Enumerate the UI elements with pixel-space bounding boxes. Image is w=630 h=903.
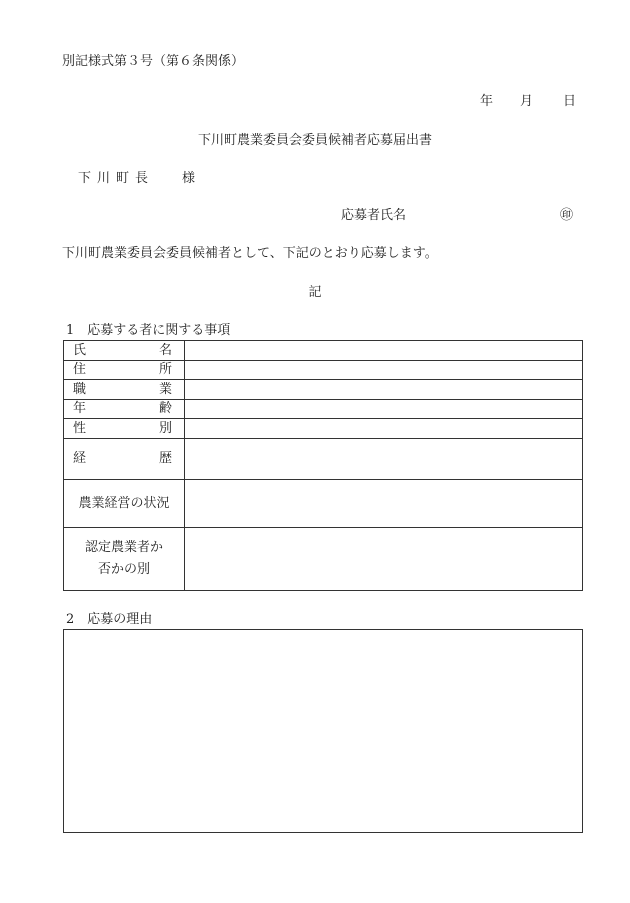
form-number: 別記様式第３号（第６条関係） bbox=[62, 54, 245, 69]
date-month-label: 月 bbox=[520, 94, 534, 109]
table-row-occupation bbox=[64, 380, 582, 400]
label-char: 所 bbox=[158, 362, 172, 377]
label-cell bbox=[64, 480, 185, 527]
label-cell bbox=[64, 400, 185, 418]
ki-heading: 記 bbox=[308, 285, 322, 300]
address-value-cell[interactable] bbox=[185, 361, 582, 379]
name-value-cell[interactable] bbox=[185, 341, 582, 360]
seal-mark: ㊞ bbox=[560, 208, 574, 223]
table-row-name bbox=[64, 341, 582, 361]
label-cell bbox=[64, 361, 185, 379]
application-reason-box[interactable] bbox=[63, 629, 583, 833]
age-value-cell[interactable] bbox=[185, 400, 582, 418]
farming-status-value-cell[interactable] bbox=[185, 480, 582, 527]
certified-farmer-value-cell[interactable] bbox=[185, 528, 582, 590]
label-char: 年 bbox=[73, 401, 87, 416]
label-char: 経 bbox=[73, 451, 87, 466]
applicant-info-table bbox=[63, 340, 583, 591]
label-char: 齢 bbox=[158, 401, 172, 416]
certified-farmer-label bbox=[64, 537, 184, 581]
table-row-gender bbox=[64, 419, 582, 439]
table-row-farming-status bbox=[64, 480, 582, 528]
farming-status-label: 農業経営の状況 bbox=[78, 495, 170, 511]
document-title: 下川町農業委員会委員候補者応募届出書 bbox=[197, 133, 432, 148]
label-char: 名 bbox=[158, 342, 172, 358]
intro-statement: 下川町農業委員会委員候補者として、下記のとおり応募します。 bbox=[62, 246, 438, 261]
career-value-cell[interactable] bbox=[185, 439, 582, 479]
gender-value-cell[interactable] bbox=[185, 419, 582, 438]
label-cell bbox=[64, 380, 185, 399]
label-char: 業 bbox=[158, 381, 172, 397]
section2-heading: 2 応募の理由 bbox=[66, 612, 153, 627]
label-char: 職 bbox=[73, 381, 87, 397]
label-cell bbox=[64, 439, 185, 479]
addressee-honorific: 様 bbox=[182, 171, 196, 186]
label-char: 性 bbox=[73, 420, 87, 436]
table-row-age bbox=[64, 400, 582, 419]
label-char: 別 bbox=[158, 420, 172, 436]
table-row-certified-farmer bbox=[64, 528, 582, 590]
certified-farmer-label-line1: 認定農業者か bbox=[84, 540, 163, 555]
occupation-value-cell[interactable] bbox=[185, 380, 582, 399]
label-char: 歴 bbox=[158, 451, 172, 466]
label-char: 住 bbox=[73, 362, 87, 377]
table-row-career bbox=[64, 439, 582, 480]
label-char: 氏 bbox=[73, 342, 87, 358]
date-year-label: 年 bbox=[480, 94, 494, 109]
label-cell bbox=[64, 419, 185, 438]
label-cell bbox=[64, 528, 185, 590]
label-cell bbox=[64, 341, 185, 360]
applicant-name-label: 応募者氏名 bbox=[341, 208, 407, 223]
date-day-label: 日 bbox=[563, 94, 577, 109]
section1-heading: 1 応募する者に関する事項 bbox=[66, 323, 231, 338]
table-row-address bbox=[64, 361, 582, 380]
addressee-name: 下川町長 bbox=[78, 171, 155, 186]
certified-farmer-label-line2: 否かの別 bbox=[97, 562, 150, 577]
